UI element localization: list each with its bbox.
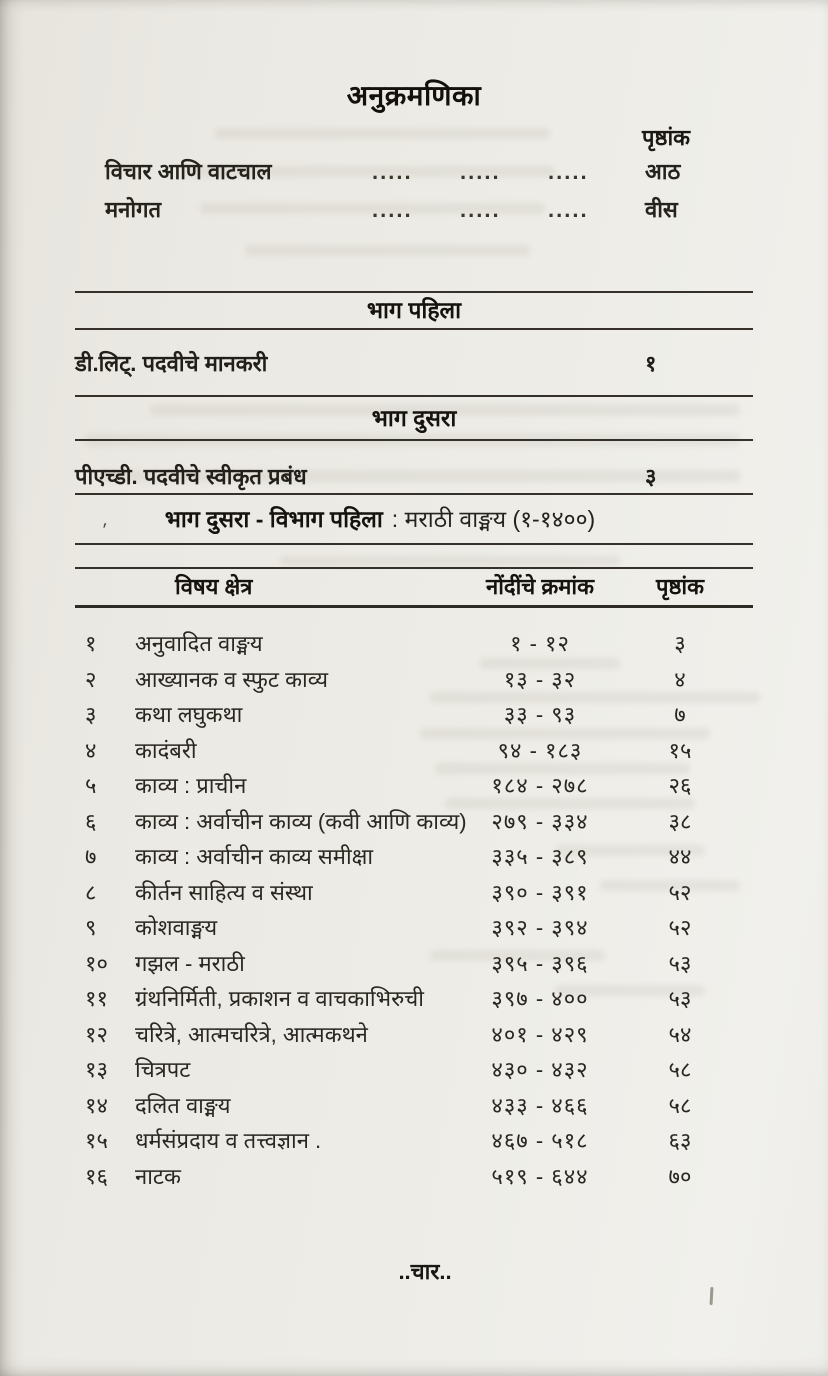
showthrough-ghost — [215, 128, 550, 139]
section-band-label: भाग दुसरा — [371, 405, 457, 431]
row-serial-number: १५ — [85, 1128, 108, 1153]
row-subject: गझल - मराठी — [135, 950, 245, 976]
row-entry-range: ४०१ - ४२९ — [491, 1021, 589, 1047]
row-page-number: ५४ — [668, 1021, 692, 1047]
section-entry-page: ३ — [645, 464, 657, 489]
toc-row — [0, 1017, 828, 1053]
toc-row — [0, 839, 828, 875]
section-band-part-one — [75, 291, 753, 330]
toc-row — [0, 875, 828, 911]
subsection-band — [75, 493, 753, 545]
row-serial-number: १२ — [85, 1021, 108, 1047]
row-page-number: ७० — [668, 1163, 692, 1189]
leader-dots: ..... — [372, 159, 413, 184]
row-page-number: ६३ — [668, 1128, 692, 1153]
showthrough-ghost — [245, 245, 530, 256]
row-subject: काव्य : प्राचीन — [135, 773, 247, 798]
row-page-number: ४ — [674, 666, 686, 692]
row-entry-range: ३३५ - ३८९ — [491, 844, 589, 869]
row-serial-number: १६ — [85, 1163, 108, 1189]
row-serial-number: १३ — [85, 1057, 108, 1082]
row-page-number: १५ — [668, 737, 692, 763]
row-serial-number: ३ — [85, 702, 97, 727]
section-entry-label: पीएच्डी. पदवीचे स्वीकृत प्रबंध — [75, 464, 307, 489]
row-serial-number: १० — [85, 950, 108, 976]
row-subject: आख्यानक व स्फुट काव्य — [135, 666, 328, 692]
toc-row — [0, 697, 828, 733]
row-serial-number: ६ — [85, 808, 97, 834]
toc-row — [0, 1052, 828, 1088]
stray-apostrophe-mark: ' — [97, 520, 109, 542]
front-matter-page: आठ — [645, 159, 681, 184]
column-header-page: पृष्ठांक — [655, 574, 705, 599]
page-number-column-header: पृष्ठांक — [642, 125, 691, 150]
row-page-number: ७ — [674, 702, 686, 727]
column-header-entry-numbers: नोंदींचे क्रमांक — [485, 574, 595, 599]
row-entry-range: ४६७ - ५१८ — [491, 1128, 589, 1153]
toc-row — [0, 1159, 828, 1195]
section-entry-row — [0, 346, 828, 382]
toc-row — [0, 733, 828, 769]
row-serial-number: ९ — [85, 915, 97, 940]
toc-row — [0, 981, 828, 1017]
subsection-title-bold: भाग दुसरा - विभाग पहिला — [164, 506, 383, 532]
row-page-number: ५२ — [668, 915, 692, 940]
row-entry-range: १३ - ३२ — [503, 666, 577, 692]
row-subject: काव्य : अर्वाचीन काव्य समीक्षा — [135, 844, 374, 869]
page-title: अनुक्रमणिका — [346, 80, 482, 111]
leader-dots: ..... — [460, 197, 501, 222]
toc-row — [0, 946, 828, 982]
front-matter-label: विचार आणि वाटचाल — [105, 159, 272, 184]
stray-ink-mark — [710, 1287, 714, 1305]
front-matter-row — [0, 156, 828, 188]
leader-dots: ..... — [548, 197, 589, 222]
row-serial-number: १ — [85, 631, 97, 656]
row-subject: कीर्तन साहित्य व संस्था — [135, 879, 313, 905]
row-serial-number: ११ — [85, 986, 108, 1011]
row-subject: कथा लघुकथा — [135, 702, 243, 727]
row-subject: दलित वाङ्मय — [135, 1092, 231, 1118]
section-band-part-two — [75, 395, 753, 441]
row-entry-range: ४३० - ४३२ — [491, 1057, 589, 1082]
row-serial-number: ८ — [85, 879, 97, 905]
toc-row — [0, 662, 828, 698]
row-entry-range: ३९७ - ४०० — [491, 986, 589, 1011]
row-page-number: ५८ — [668, 1092, 692, 1118]
row-entry-range: १ - १२ — [510, 631, 570, 656]
row-entry-range: ३९० - ३९१ — [491, 879, 589, 905]
row-page-number: ५३ — [668, 950, 692, 976]
toc-row — [0, 1123, 828, 1159]
row-entry-range: १८४ - २७८ — [491, 773, 589, 798]
section-entry-row — [0, 459, 828, 495]
toc-table-body — [0, 626, 828, 1194]
row-entry-range: ३३ - ९३ — [503, 702, 577, 727]
row-subject: चरित्रे, आत्मचरित्रे, आत्मकथने — [135, 1021, 368, 1047]
row-serial-number: २ — [85, 666, 97, 692]
toc-row — [0, 1088, 828, 1124]
row-page-number: ४४ — [668, 844, 692, 869]
front-matter-row — [0, 194, 828, 226]
showthrough-ghost — [280, 556, 620, 566]
section-entry-label: डी.लिट्. पदवीचे मानकरी — [75, 351, 268, 376]
toc-row — [0, 804, 828, 840]
toc-row — [0, 626, 828, 662]
front-matter-page: वीस — [645, 197, 678, 222]
row-subject: कोशवाङ्मय — [135, 915, 218, 940]
row-page-number: ३८ — [668, 808, 692, 834]
toc-table-header — [75, 567, 753, 608]
row-subject: कादंबरी — [135, 737, 197, 763]
row-entry-range: ३९५ - ३९६ — [491, 950, 589, 976]
row-page-number: २६ — [668, 773, 692, 798]
leader-dots: ..... — [548, 159, 589, 184]
column-header-subject: विषय क्षेत्र — [175, 574, 253, 599]
toc-row — [0, 910, 828, 946]
row-entry-range: ४३३ - ४६६ — [491, 1092, 589, 1118]
row-entry-range: ३९२ - ३९४ — [491, 915, 589, 940]
leader-dots: ..... — [460, 159, 501, 184]
row-page-number: ३ — [674, 631, 686, 656]
row-subject: अनुवादित वाङ्मय — [135, 631, 263, 656]
row-serial-number: ७ — [85, 844, 97, 869]
front-matter-label: मनोगत — [105, 197, 161, 222]
row-entry-range: ९४ - १८३ — [497, 737, 583, 763]
row-subject: काव्य : अर्वाचीन काव्य (कवी आणि काव्य) — [135, 808, 467, 834]
row-page-number: ५२ — [668, 879, 692, 905]
leader-dots: ..... — [372, 197, 413, 222]
row-serial-number: ४ — [85, 737, 97, 763]
row-subject: धर्मसंप्रदाय व तत्त्वज्ञान . — [135, 1128, 322, 1153]
row-page-number: ५३ — [668, 986, 692, 1011]
row-entry-range: २७९ - ३३४ — [491, 808, 589, 834]
row-entry-range: ५१९ - ६४४ — [491, 1163, 589, 1189]
page-folio: ..चार.. — [398, 1259, 452, 1284]
section-entry-page: १ — [645, 351, 657, 376]
subsection-title-rest: : मराठी वाङ्मय (१-१४००) — [391, 506, 596, 532]
row-serial-number: ५ — [85, 773, 97, 798]
row-serial-number: १४ — [85, 1092, 108, 1118]
row-subject: चित्रपट — [135, 1057, 191, 1082]
row-subject: ग्रंथनिर्मिती, प्रकाशन व वाचकाभिरुची — [135, 986, 424, 1011]
row-subject: नाटक — [135, 1163, 181, 1189]
section-band-label: भाग पहिला — [366, 297, 462, 323]
row-page-number: ५८ — [668, 1057, 692, 1082]
toc-row — [0, 768, 828, 804]
